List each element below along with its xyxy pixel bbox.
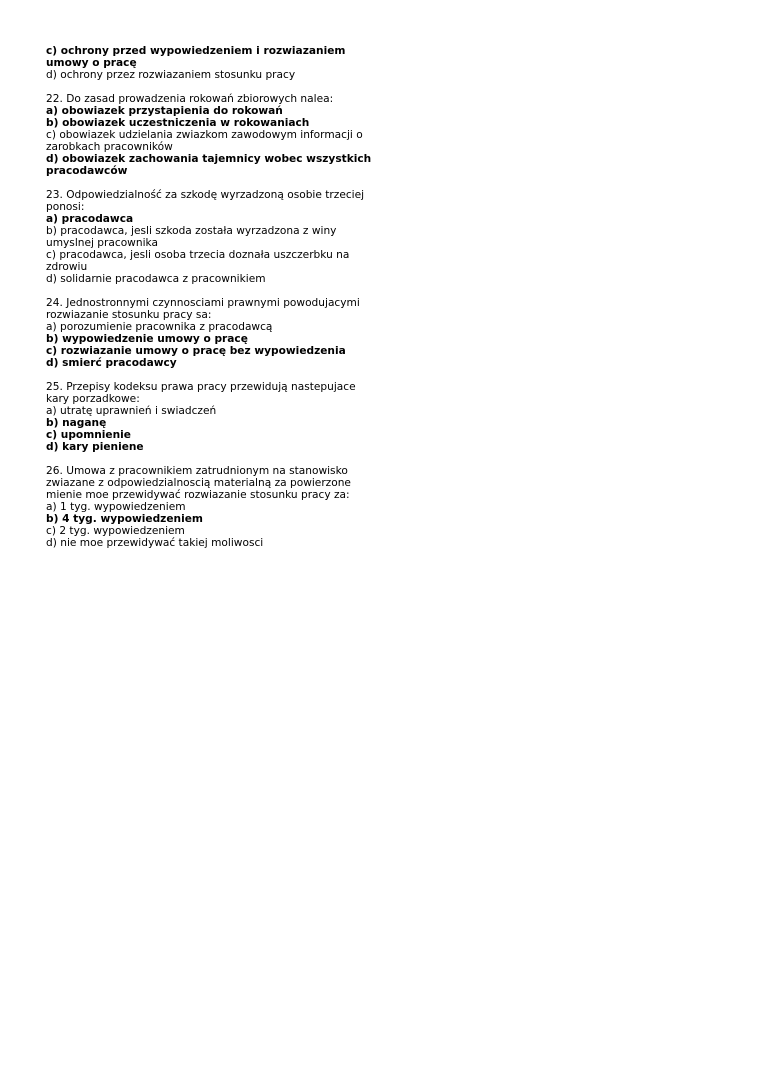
answer-d: d) smierć pracodawcy: [46, 357, 177, 369]
answer-d: d) obowiazek zachowania tajemnicy wobec wszystkich pracodawców: [46, 153, 372, 177]
answer-b: b) wypowiedzenie umowy o pracę: [46, 333, 248, 345]
answer-a: a) porozumienie pracownika z pracodawcą: [46, 321, 273, 333]
question-25: [46, 381, 376, 453]
question-text: 23. Odpowiedzialność za szkodę wyrzadzoną osobie trzeciej ponosi:: [46, 189, 365, 213]
question-text: 26. Umowa z pracownikiem zatrudnionym na stanowisko zwiazane z odpowiedzialnoscią materialną za powierzone mienie moe przewidywać rozwiazanie stosunku pracy za:: [46, 465, 351, 501]
answer-c: c) pracodawca, jesli osoba trzecia doznała uszczerbku na zdrowiu: [46, 249, 350, 273]
question-text: 25. Przepisy kodeksu prawa pracy przewidują nastepujace kary porzadkowe:: [46, 381, 356, 405]
answer-d: d) kary pieniene: [46, 441, 144, 453]
answer-b: b) pracodawca, jesli szkoda została wyrzadzona z winy umyslnej pracownika: [46, 225, 337, 249]
question-22: [46, 93, 376, 177]
question-text: 22. Do zasad prowadzenia rokowań zbiorowych nalea:: [46, 93, 334, 105]
answer-d: d) solidarnie pracodawca z pracownikiem: [46, 273, 266, 285]
answer-c: c) upomnienie: [46, 429, 131, 441]
answer-b: b) naganę: [46, 417, 107, 429]
answer-a: a) pracodawca: [46, 213, 134, 225]
answer-a: a) 1 tyg. wypowiedzeniem: [46, 501, 186, 513]
question-23: [46, 189, 376, 285]
question-text: 24. Jednostronnymi czynnosciami prawnymi powodujacymi rozwiazanie stosunku pracy sa:: [46, 297, 360, 321]
answer-a: a) obowiazek przystapienia do rokowań: [46, 105, 283, 117]
answer-a: a) utratę uprawnień i swiadczeń: [46, 405, 217, 417]
answer-c: c) obowiazek udzielania zwiazkom zawodowym informacji o zarobkach pracowników: [46, 129, 363, 153]
answer-d: d) nie moe przewidywać takiej moliwosci: [46, 537, 264, 549]
answer-b: b) 4 tyg. wypowiedzeniem: [46, 513, 203, 525]
answer-c: c) rozwiazanie umowy o pracę bez wypowiedzenia: [46, 345, 346, 357]
document-page: [46, 45, 376, 561]
question-26: [46, 465, 376, 549]
answer-c: c) 2 tyg. wypowiedzeniem: [46, 525, 185, 537]
answer-b: b) obowiazek uczestniczenia w rokowaniach: [46, 117, 310, 129]
question-21-tail: [46, 45, 376, 81]
answer-c: c) ochrony przed wypowiedzeniem i rozwiazaniem umowy o pracę: [46, 45, 346, 69]
answer-d: d) ochrony przez rozwiazaniem stosunku pracy: [46, 69, 296, 81]
question-24: [46, 297, 376, 369]
